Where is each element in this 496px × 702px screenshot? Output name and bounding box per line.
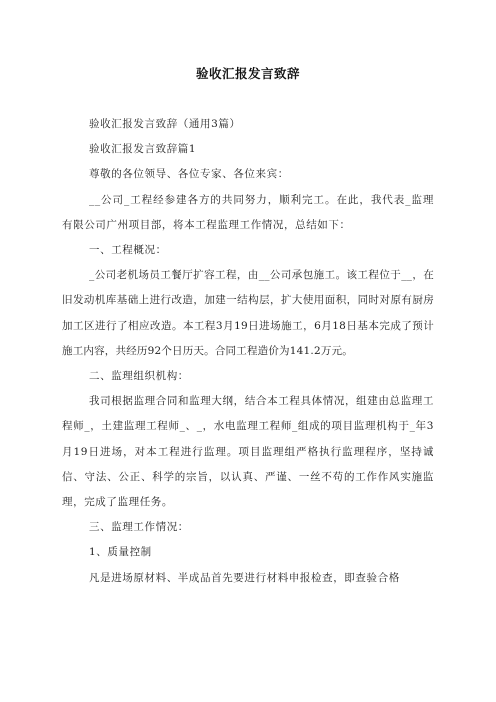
- heading-project-overview: 一、工程概况：: [89, 244, 167, 257]
- heading-quality-control: 1、质量控制: [89, 546, 152, 559]
- subtitle-line: 验收汇报发言致辞（通用3篇）: [89, 118, 241, 130]
- intro-paragraph: __公司_工程经参建各方的共同努力，顺利完工。在此，我代表_监理有限公司广州项目部，将本工程监理工作情况，总结如下：: [62, 193, 434, 231]
- section-heading: 验收汇报发言致辞篇1: [89, 143, 197, 156]
- supervision-org-paragraph: 我司根据监理合同和监理大纲，结合本工程具体情况，组建由总监理工程师_，土建监理工程师_、_，水电监理工程师_组成的项目监理机构于_年3月19日进场，对本工程进行监理。项目监理组严格执行监理程序，坚持诚信、守法、公正、科学的宗旨，以认真、严谨、一丝不苟的工作作风实施监理，完成了监理任务。: [62, 395, 434, 509]
- heading-supervision-work: 三、监理工作情况：: [89, 521, 189, 534]
- heading-supervision-org: 二、监理组织机构：: [89, 370, 189, 383]
- document-title: 验收汇报发言致辞: [195, 66, 300, 81]
- overview-paragraph: _公司老机场员工餐厅扩容工程，由__公司承包施工。该工程位于__，在旧发动机库基础上进行改造，加建一结构层，扩大使用面积，同时对原有厨房加工区进行了相应改造。本工程3月19日进场施工，6月18日基本完成了预计施工内容，共经历92个日历天。合同工程造价为141.2万元。: [62, 269, 434, 357]
- salutation: 尊敬的各位领导、各位专家、各位来宾：: [89, 168, 289, 181]
- quality-control-paragraph: 凡是进场原材料、半成品首先要进行材料申报检查，即查验合格: [89, 571, 400, 584]
- document-body: [62, 112, 434, 591]
